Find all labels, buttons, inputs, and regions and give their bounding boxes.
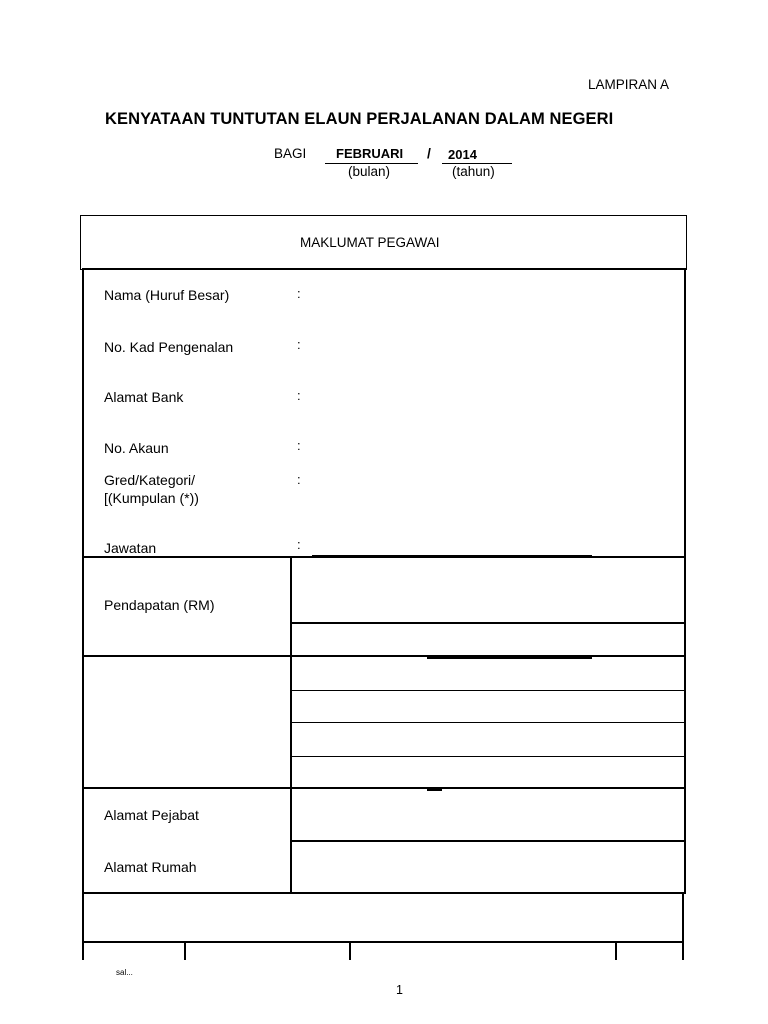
- field-label-kumpulan: [(Kumpulan (*)): [104, 490, 199, 506]
- gred-input-area[interactable]: [310, 466, 680, 506]
- field-colon: :: [297, 337, 301, 352]
- bottom-table-col: [615, 941, 617, 960]
- field-label-akaun: No. Akaun: [104, 440, 169, 456]
- field-label-gred: Gred/Kategori/: [104, 472, 196, 488]
- field-label-jawatan: Jawatan: [104, 540, 157, 556]
- bottom-table-right: [682, 893, 684, 960]
- bottom-table-col: [349, 941, 351, 960]
- month-caption: (bulan): [348, 164, 391, 179]
- bottom-table-col: [184, 941, 186, 960]
- field-colon: :: [297, 286, 301, 301]
- pejabat-input-area[interactable]: [294, 791, 682, 838]
- field-label-bank: Alamat Bank: [104, 389, 184, 405]
- form-bottom-border: [82, 892, 686, 894]
- blank-inner-line-3: [291, 756, 685, 757]
- period-separator: /: [427, 145, 431, 161]
- line-fragment: [427, 657, 592, 659]
- akaun-input-area[interactable]: [310, 432, 680, 460]
- month-value: FEBRUARI: [336, 146, 404, 161]
- pendapatan-input-area[interactable]: [294, 560, 682, 620]
- bank-input-area[interactable]: [310, 380, 680, 420]
- field-colon: :: [297, 438, 301, 453]
- field-colon: :: [297, 537, 301, 552]
- page-number: 1: [396, 983, 403, 997]
- row-divider-jawatan: [82, 556, 686, 558]
- section-heading: MAKLUMAT PEGAWAI: [300, 235, 440, 250]
- field-colon: :: [297, 472, 301, 487]
- column-divider: [290, 557, 292, 893]
- document-title: KENYATAAN TUNTUTAN ELAUN PERJALANAN DALAM NEGERI: [105, 110, 614, 128]
- field-label-nama: Nama (Huruf Besar): [104, 287, 230, 303]
- footnote: sal...: [116, 968, 133, 977]
- period-prefix: BAGI: [274, 146, 307, 161]
- blank-inner-line-1: [291, 690, 685, 691]
- field-colon: :: [297, 388, 301, 403]
- row-divider-blank: [82, 787, 686, 789]
- year-value: 2014: [448, 147, 477, 162]
- rumah-input-area[interactable]: [294, 844, 682, 890]
- bottom-table-line: [82, 941, 684, 943]
- pendapatan-inner-line: [291, 622, 685, 624]
- jawatan-underline: [312, 555, 592, 556]
- form-left-border: [82, 268, 84, 894]
- field-label-rumah: Alamat Rumah: [104, 859, 197, 875]
- kad-input-area[interactable]: [310, 330, 680, 360]
- form-right-border: [684, 268, 686, 894]
- year-caption: (tahun): [452, 164, 495, 179]
- nama-input-area[interactable]: [310, 278, 680, 308]
- jawatan-input-area[interactable]: [310, 530, 680, 554]
- form-top-border: [82, 268, 686, 270]
- blank-inner-line-2: [291, 722, 685, 723]
- field-label-pendapatan: Pendapatan (RM): [104, 597, 215, 613]
- field-label-kad: No. Kad Pengenalan: [104, 339, 234, 355]
- row-divider-pendapatan: [82, 655, 686, 657]
- field-label-pejabat: Alamat Pejabat: [104, 807, 199, 823]
- address-inner-line: [291, 840, 685, 842]
- appendix-label: LAMPIRAN A: [588, 77, 670, 92]
- bottom-table-left: [82, 893, 84, 960]
